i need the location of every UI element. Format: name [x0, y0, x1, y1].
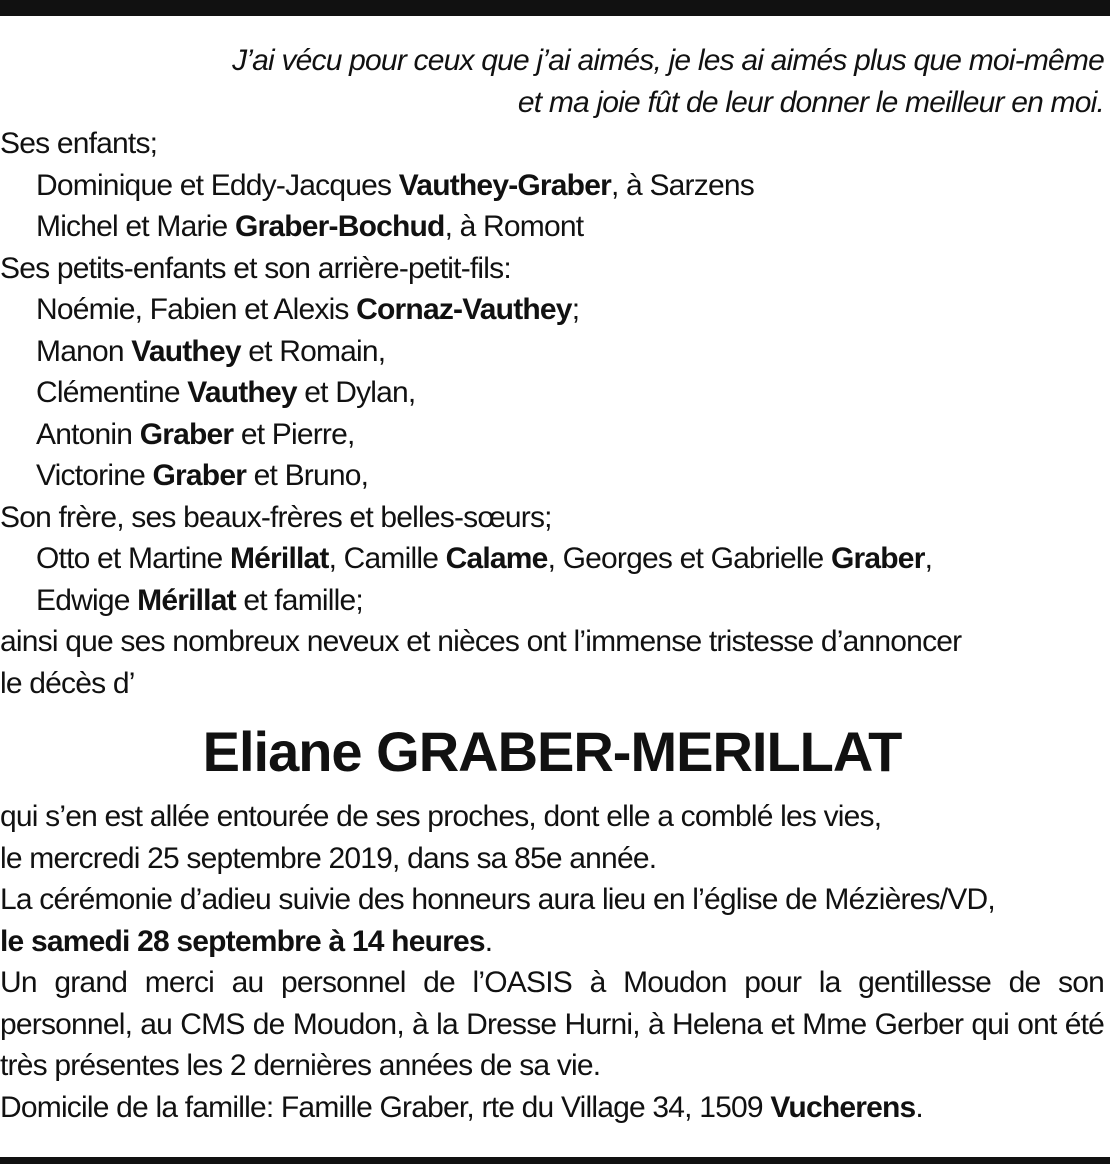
body-paragraph-1-line-1: qui s’en est allée entourée de ses proches, dont elle a comblé les vies, — [0, 800, 882, 833]
epigraph-line-1: J’ai vécu pour ceux que j’ai aimés, je les ai aimés plus que moi-même — [232, 44, 1104, 77]
top-rule — [0, 0, 1110, 16]
grandchildren-heading: Ses petits-enfants et son arrière-petit-fils: — [0, 251, 511, 285]
family-entry: Dominique et Eddy-Jacques Vauthey-Graber, à Sarzens — [36, 168, 754, 202]
bottom-rule — [0, 1157, 1110, 1164]
body-paragraph-1-line-2: le mercredi 25 septembre 2019, dans sa 85e année. — [0, 841, 657, 875]
deceased-name: Eliane GRABER-MERILLAT — [202, 720, 902, 783]
family-entry: Michel et Marie Graber-Bochud, à Romont — [36, 210, 584, 243]
family-entry: Edwige Mérillat et famille; — [36, 583, 363, 617]
thanks-paragraph: Un grand merci au personnel de l’OASIS à Moudon pour la gentillesse de son personnel, au CMS de Moudon, à la Dresse Hurni, à Helena et Mme Gerber qui ont été très présentes les 2 dernières années de sa vie. — [0, 966, 1104, 1082]
family-entry: Noémie, Fabien et Alexis Cornaz-Vauthey; — [36, 293, 580, 326]
family-address: Domicile de la famille: Famille Graber, rte du Village 34, 1509 Vucherens. — [0, 1090, 923, 1124]
epigraph-line-2: et ma joie fût de leur donner le meilleur en moi. — [517, 85, 1104, 119]
family-entry: Otto et Martine Mérillat, Camille Calame, Georges et Gabrielle Graber, — [36, 542, 933, 575]
announcement-line-1: ainsi que ses nombreux neveux et nièces ont l’immense tristesse d’annoncer — [0, 625, 962, 658]
family-entry: Clémentine Vauthey et Dylan, — [36, 376, 416, 409]
siblings-heading: Son frère, ses beaux-frères et belles-sœurs; — [0, 500, 552, 534]
obituary-notice — [0, 40, 1104, 1128]
family-entry: Antonin Graber et Pierre, — [36, 417, 355, 451]
ceremony-date-line: le samedi 28 septembre à 14 heures. — [0, 924, 493, 958]
announcement-line-2: le décès d’ — [0, 666, 135, 700]
family-entry: Victorine Graber et Bruno, — [36, 459, 369, 492]
family-entry: Manon Vauthey et Romain, — [36, 334, 386, 368]
children-heading: Ses enfants; — [0, 127, 158, 160]
ceremony-line: La cérémonie d’adieu suivie des honneurs aura lieu en l’église de Mézières/VD, — [0, 883, 995, 916]
